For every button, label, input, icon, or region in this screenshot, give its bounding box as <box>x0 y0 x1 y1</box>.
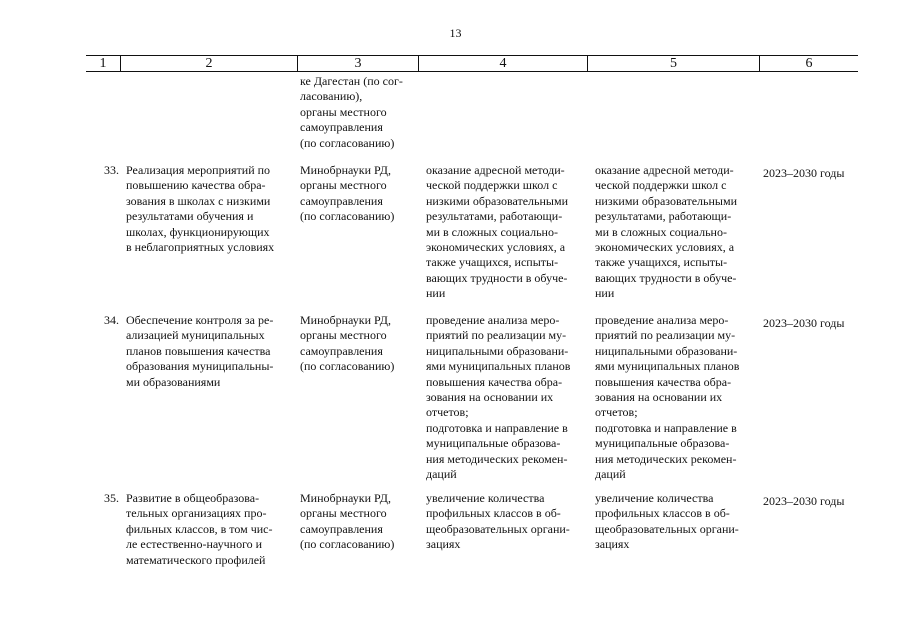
text-line: оказание адресной методи- <box>426 163 565 177</box>
header-col-5: 5 <box>670 56 677 71</box>
text-line: увеличение количества <box>426 491 545 505</box>
text-line: фильных классов, в том чис- <box>126 521 273 536</box>
text-line: нии <box>426 286 446 301</box>
text-line: даций <box>595 467 626 482</box>
header-col-3: 3 <box>354 56 362 71</box>
text-line: зациях <box>595 537 630 552</box>
row-35-executors <box>300 491 416 553</box>
row-35-number: 35. <box>104 491 119 505</box>
text-line: органы местного <box>300 506 387 521</box>
text-line: самоуправления <box>300 343 383 358</box>
text-line: повышения качества обра- <box>595 374 732 389</box>
text-line: профильных классов в об- <box>595 506 730 521</box>
text-line: ализацией муниципальных <box>126 328 265 343</box>
text-line: муниципальные образова- <box>595 436 730 451</box>
text-line: органы местного <box>300 104 387 119</box>
text-line: увеличение количества <box>595 491 714 505</box>
text-line: экономических условиях, а <box>595 240 735 255</box>
text-line: профильных классов в об- <box>426 506 561 521</box>
text-line: Минобрнауки РД, <box>300 313 391 327</box>
text-line: органы местного <box>300 178 387 193</box>
header-col-4: 4 <box>499 56 507 71</box>
text-line: тельных организациях про- <box>126 506 267 521</box>
row-33-period: 2023–2030 годы <box>763 166 845 180</box>
text-line: ле естественно-научного и <box>126 537 263 552</box>
text-line: оказание адресной методи- <box>595 163 734 177</box>
text-line: проведение анализа меро- <box>426 313 560 327</box>
text-line: (по согласованию) <box>300 135 395 150</box>
row-34-period: 2023–2030 годы <box>763 316 845 330</box>
row-33-executors <box>300 163 416 225</box>
page-number: 13 <box>449 26 462 40</box>
text-line: школах, функционирующих <box>126 224 270 239</box>
text-line: подготовка и направление в <box>426 420 568 435</box>
text-line: результатами, работающи- <box>595 209 732 224</box>
text-line: ми в сложных социально- <box>426 224 558 239</box>
text-line: зования на основании их <box>595 390 723 405</box>
text-line: ниципальными образовани- <box>595 343 738 358</box>
text-line: зования в школах с низкими <box>126 193 271 208</box>
table-header <box>86 55 858 72</box>
text-line: подготовка и направление в <box>595 420 737 435</box>
row-35-measure <box>126 491 290 568</box>
text-line: ями муниципальных планов <box>426 359 571 374</box>
text-line: Минобрнауки РД, <box>300 491 391 505</box>
row-35-period: 2023–2030 годы <box>763 494 845 508</box>
text-line: (по согласованию) <box>300 359 395 374</box>
row-35-indicator <box>595 491 753 553</box>
text-line: вающих трудности в обуче- <box>426 270 568 285</box>
text-line: зования на основании их <box>426 390 554 405</box>
text-line: ческой поддержки школ с <box>595 178 727 193</box>
text-line: результатами обучения и <box>126 209 254 224</box>
text-line: самоуправления <box>300 193 383 208</box>
text-line: низкими образовательными <box>426 193 569 208</box>
row-33-number: 33. <box>104 163 119 177</box>
text-line: повышения качества обра- <box>426 374 563 389</box>
text-line: проведение анализа меро- <box>595 313 729 327</box>
text-line: математического профилей <box>126 552 266 567</box>
continuation-executors <box>300 74 416 151</box>
row-34-measure <box>126 313 290 390</box>
text-line: (по согласованию) <box>300 537 395 552</box>
text-line: ями муниципальных планов <box>595 359 740 374</box>
row-33-measure <box>126 163 290 255</box>
row-34-indicator <box>595 313 753 482</box>
text-line: также учащихся, испыты- <box>426 255 559 270</box>
text-line: ми образованиями <box>126 374 221 389</box>
text-line: приятий по реализации му- <box>426 328 567 343</box>
row-34-result <box>426 313 584 482</box>
text-line: ласованию), <box>300 89 363 104</box>
text-line: экономических условиях, а <box>426 240 566 255</box>
text-line: ниципальными образовани- <box>426 343 569 358</box>
text-line: низкими образовательными <box>595 193 738 208</box>
text-line: вающих трудности в обуче- <box>595 270 737 285</box>
text-line: Обеспечение контроля за ре- <box>126 313 274 327</box>
text-line: (по согласованию) <box>300 209 395 224</box>
row-34-executors <box>300 313 416 375</box>
row-34-number: 34. <box>104 313 119 327</box>
text-line: самоуправления <box>300 521 383 536</box>
text-line: органы местного <box>300 328 387 343</box>
text-line: ке Дагестан (по сог- <box>300 74 403 88</box>
text-line: муниципальные образова- <box>426 436 561 451</box>
text-line: зациях <box>426 537 461 552</box>
text-line: ческой поддержки школ с <box>426 178 558 193</box>
text-line: щеобразовательных органи- <box>426 521 570 536</box>
text-line: самоуправления <box>300 120 383 135</box>
header-col-2: 2 <box>205 56 213 71</box>
text-line: повышению качества обра- <box>126 178 266 193</box>
text-line: Минобрнауки РД, <box>300 163 391 177</box>
text-line: Развитие в общеобразова- <box>126 491 260 505</box>
text-line: образования муниципальны- <box>126 359 274 374</box>
text-line: отчетов; <box>595 405 638 420</box>
header-col-1: 1 <box>99 56 107 71</box>
text-line: приятий по реализации му- <box>595 328 736 343</box>
header-col-6: 6 <box>805 56 813 71</box>
text-line: щеобразовательных органи- <box>595 521 739 536</box>
row-33-indicator <box>595 163 753 302</box>
text-line: даций <box>426 467 457 482</box>
row-35-result <box>426 491 584 553</box>
text-line: в неблагоприятных условиях <box>126 240 275 255</box>
text-line: нии <box>595 286 615 301</box>
row-33-result <box>426 163 584 302</box>
text-line: ния методических рекомен- <box>426 451 568 466</box>
text-line: ния методических рекомен- <box>595 451 737 466</box>
text-line: отчетов; <box>426 405 469 420</box>
text-line: Реализация мероприятий по <box>126 163 271 177</box>
text-line: также учащихся, испыты- <box>595 255 728 270</box>
text-line: результатами, работающи- <box>426 209 563 224</box>
text-line: ми в сложных социально- <box>595 224 727 239</box>
text-line: планов повышения качества <box>126 343 271 358</box>
